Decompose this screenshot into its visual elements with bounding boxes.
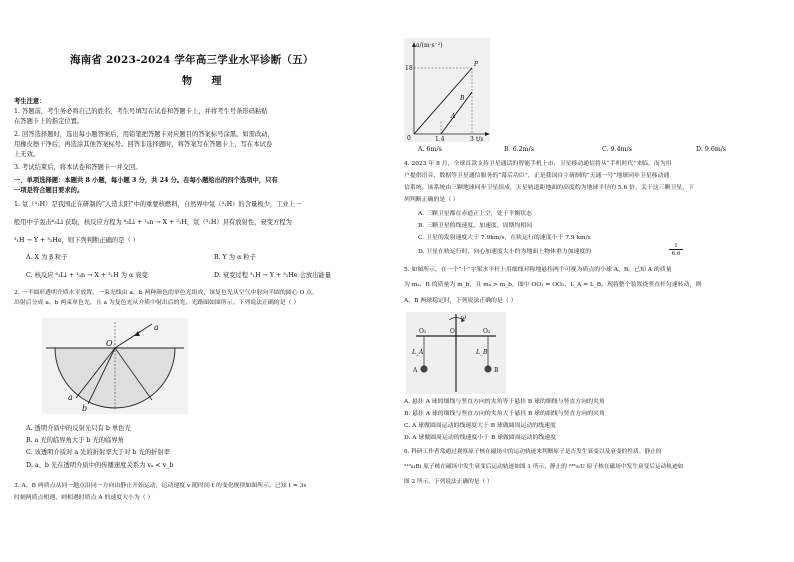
q1-stem: 1. 氚（³₁H）是我国正在研制的“人造太阳”中的重要核燃料，自然界中氚（³₁H）的含量极少，工业上一 [14, 201, 302, 208]
q4-option-c: C. 卫星的发射速度大于 7.9km/s，在轨运行的速度小于 7.9 km/s [418, 235, 591, 241]
lb-label: L_B [476, 349, 488, 356]
q5-stem: 5. 如图所示，在一个“十”字架水平杆上用细线对称地悬挂两个可视为质点的小球 A、B。已知 A 的质量 [404, 267, 672, 273]
q4-stem: 列判断正确的是（ ） [404, 197, 459, 203]
q3-stem: 3. A、B 两质点从同一地点沿同一方向由静止开始运动，运动速度 v 随时间 t 的变化规律如图所示。已知 t = 3s [14, 483, 307, 489]
q3-option-b: B. 6.2m/s [504, 146, 534, 153]
origin-label: 0 [407, 135, 411, 142]
fraction-denominator: 6.6 [671, 251, 681, 257]
o2-label: O₂ [483, 328, 491, 335]
q4-stem: 信系统。该系统由三颗地球同步卫星组成，天星轨道距地面的高度约为地球半径的 5.6 倍，关于这三颗卫星，下 [404, 185, 694, 191]
q4-option-a: A. 三颗卫星都在赤道正上空，处于平衡状态 [418, 211, 533, 217]
q6-stem: ²¹⁰₈₃Bi 原子核在磁场中发生衰变后运动轨迹如图 1 所示，静止的 ²³⁸₉₂U 原子核在磁场中发生衰变后运动轨迹如 [404, 464, 684, 470]
origin-o-label: O [106, 339, 113, 348]
q4-option-b: B. 三颗卫星的线速度、加速度、周期均相同 [418, 223, 533, 229]
q3-stem: 时刻两质点相遇，则相遇时质点 A 的速度大小为（ ） [14, 495, 154, 501]
section-heading: 一项是符合题目要求的。 [14, 187, 84, 194]
semicircle-diagram [42, 318, 188, 414]
q4-option-d: D. 卫星在轨运行时，向心加速度大小约为地面上物体重力加速度的 [418, 249, 592, 255]
notice-line: 用橡皮擦干净后，再选涂其他答案标号。回答非选择题时，将答案写在答题卡上，写在本试卷 [14, 141, 273, 148]
notice-heading: 考生注意： [14, 98, 46, 105]
q3-option-d: D. 9.6m/s [696, 146, 727, 153]
ray-b-out-label: b [82, 404, 88, 413]
q1-option-d: D. 衰变过程 ³₁H → Y + ³₂He 会放出能量 [214, 272, 332, 279]
y-tick-18: 18 [405, 65, 413, 72]
q2-figure [42, 318, 188, 418]
o-label: O [450, 328, 455, 335]
q6-stem: 图 2 所示，下列说法正确的是（ ） [404, 479, 493, 485]
q1-option-a: A. X 为 β 粒子 [26, 254, 68, 261]
q3-graph-svg [404, 38, 490, 142]
q2-option-c: C. 该透明介质对 a 光的折射率大于对 b 光的折射率 [26, 449, 171, 456]
subject-title: 物 理 [182, 76, 230, 87]
notice-line: 上无效。 [14, 151, 40, 158]
q2-stem: 2. 一半圆形透明介质水平放置，一束光线由 a、b 两种颜色的单色光组成，该复色光从空气中射向半圆的圆心 O 点， [14, 290, 318, 296]
q6-stem: 6. 科研工作者常通过观察原子核在磁场中的运动轨迹来判断原子是否发生衰变以及衰变的性质。静止的 [404, 449, 662, 455]
q2-option-b: B. a 光的临界角大于 b 光的临界角 [26, 437, 124, 444]
notice-line: 1. 答题前，考生务必将自己的姓名、考生号填写在试卷和答题卡上，并将考生号条形码粘贴 [14, 108, 268, 115]
q3-option-a: A. 6m/s [418, 146, 442, 153]
x-axis-label: t/s [476, 136, 484, 142]
la-label: L_A [412, 349, 424, 356]
line-a-label: A [451, 113, 456, 120]
q5-figure [406, 312, 506, 398]
q2-option-a: A. 透明介质中的反射光只有 b 单色光 [26, 425, 131, 432]
q5-option-a: A. 悬挂 A 球的细线与竖直方向的夹角等于悬挂 B 球的细线与竖直方向的夹角 [404, 399, 605, 405]
fraction-numerator: 1 [674, 243, 678, 249]
fraction-bar [669, 249, 683, 250]
section-heading: 一、单项选择题：本题共 8 小题，每小题 3 分，共 24 分。在每小题给出的四个选项中，只有 [14, 177, 278, 184]
q5-option-b: B. 悬挂 A 球的细线与竖直方向的夹角大于悬挂 B 球的细线与竖直方向的夹角 [404, 411, 605, 417]
q5-option-c: C. A 球做圆周运动的线速度大于 B 球做圆周运动的线速度 [404, 423, 556, 429]
line-p-label: P [474, 61, 479, 68]
q5-option-d: D. A 球做圆周运动的线速度小于 B 球做圆周运动的线速度 [404, 435, 557, 441]
cross-frame-diagram [406, 312, 506, 394]
o1-label: O₁ [419, 328, 427, 335]
y-axis-label: a/(m·s⁻²) [416, 42, 443, 49]
q2-option-d: D. a、b 光在透明介质中的传播速度关系为 vₐ < v_b [26, 462, 174, 469]
q4-stem: 4. 2023 年 8 月，全球首款支持卫星通话的智能手机上市，卫星移动通信将从“手机时代”来临，而为用 [404, 161, 672, 167]
omega-label: ω [461, 314, 466, 321]
q5-stem: A、B 两球稳定时，下列说法正确的是（ ） [404, 298, 517, 304]
exam-title: 海南省 2023-2024 学年高三学业水平诊断（五） [70, 54, 314, 66]
ball-b-label: B [494, 367, 499, 374]
notice-line: 2. 回答选择题时，选出每小题答案后，用铅笔把答题卡对应题目的答案标号涂黑。如需改动， [14, 131, 274, 138]
notice-line: 3. 考试结束后，将本试卷和答题卡一并交回。 [14, 164, 142, 171]
q1-stem: ³₁H → Y + ³₂He，则下列判断正确的是（ ） [14, 237, 140, 244]
q2-stem: 出射后分成 a、b 两束单色光，且 a 为复色光从介质中射出后的光，光路图如图所示。下列说法正确的是（ ） [14, 300, 300, 306]
x-tick-3: 3 [470, 136, 474, 142]
line-b-label: B [460, 95, 465, 102]
ray-a-out-label: a [68, 393, 73, 402]
q1-option-b: B. Y 为 α 粒子 [214, 254, 256, 261]
q1-option-c: C. 核反应 ⁶₃Li + ¹₀n → X + ³₁H 为 α 衰变 [26, 272, 148, 279]
q5-stem: 为 mₐ，B 的质量为 m_b，且 mₐ > m_b，图中 OO₁ = OO₂，L_A = L_B。现将整个装置绕竖直杆匀速转动，则 [404, 282, 702, 288]
q3-graph [404, 38, 490, 146]
ball-a-label: A [413, 367, 418, 374]
q3-option-c: C. 9.4m/s [602, 146, 632, 153]
x-tick-1-4: 1.4 [435, 136, 445, 142]
ray-a-label: a [154, 323, 159, 332]
notice-line: 在答题卡上的指定位置。 [14, 118, 84, 125]
q1-stem: 般用中子轰击⁶₃Li 获取，核反应方程为 ⁶₃Li + ¹₀n → X + ³₁H，氚（³₁H）具有放射性，衰变方程为 [14, 219, 292, 226]
q4-stem: 户提供语音、数据等卫星通信服务的“幕后功臣”，正是我国自主研制的“天通一号”地球同步卫星移动通 [404, 173, 670, 179]
